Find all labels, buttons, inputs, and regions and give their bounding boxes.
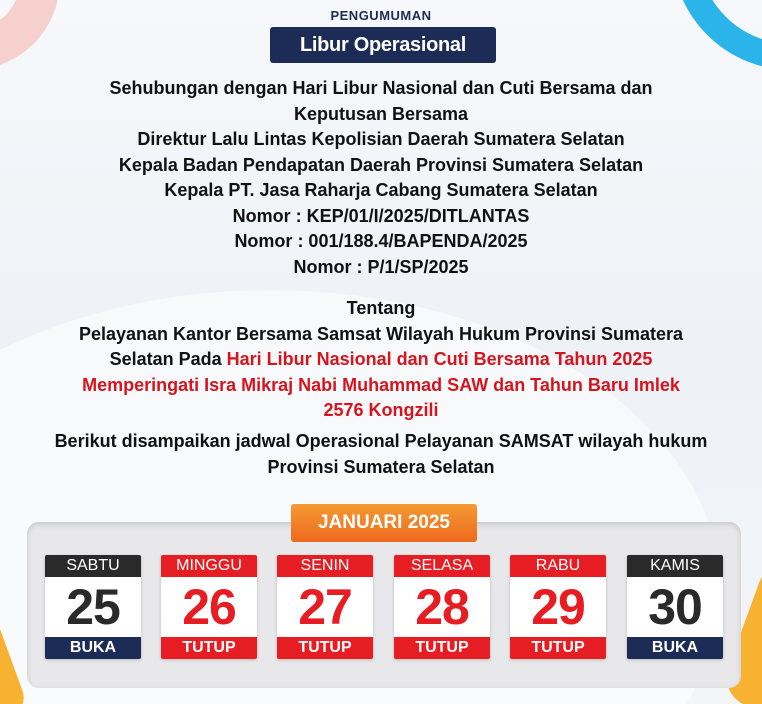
intro-line: Sehubungan dengan Hari Libur Nasional dan Cuti Bersama dan [109, 78, 653, 98]
holiday-highlight: Hari Libur Nasional dan Cuti Bersama Tahun 2025 [226, 349, 653, 369]
closing-line: Provinsi Sumatera Selatan [267, 456, 495, 477]
day-status: TUTUP [161, 637, 257, 659]
day-status: TUTUP [510, 637, 606, 659]
day-name: SENIN [277, 555, 373, 577]
month-year: 2025 [407, 512, 450, 533]
intro-block [20, 76, 742, 280]
day-date: 29 [531, 579, 585, 635]
day-status: BUKA [45, 637, 141, 659]
day-card-senin [277, 555, 373, 659]
day-date: 27 [298, 579, 352, 635]
day-status: BUKA [627, 637, 723, 659]
day-name: RABU [510, 555, 606, 577]
day-card-minggu [161, 555, 257, 659]
day-date: 25 [66, 579, 120, 635]
day-name: MINGGU [161, 555, 257, 577]
subject-block [20, 296, 742, 424]
day-card-rabu [510, 555, 606, 659]
month-badge [291, 504, 477, 542]
subject-text: Selatan Pada [109, 349, 227, 369]
day-date: 30 [648, 579, 702, 635]
holiday-highlight: 2576 Kongzili [323, 400, 439, 420]
intro-line: Kepala Badan Pendapatan Daerah Provinsi Sumatera Selatan [118, 154, 644, 175]
day-date: 26 [182, 579, 236, 635]
day-card-kamis [627, 555, 723, 659]
day-card-selasa [394, 555, 490, 659]
announcement-label: PENGUMUMAN [330, 8, 432, 23]
intro-line: Kepala PT. Jasa Raharja Cabang Sumatera Selatan [164, 180, 598, 200]
decree-number: Nomor : P/1/SP/2025 [293, 256, 469, 277]
day-name: KAMIS [627, 555, 723, 577]
closing-block [20, 429, 742, 480]
day-name: SELASA [394, 555, 490, 577]
day-name: SABTU [45, 555, 141, 577]
day-status: TUTUP [394, 637, 490, 659]
subject-line [20, 347, 742, 373]
day-card-sabtu [45, 555, 141, 659]
decree-number: Nomor : KEP/01/I/2025/DITLANTAS [232, 205, 530, 226]
subject-heading: Tentang [346, 298, 416, 318]
decree-number: Nomor : 001/188.4/BAPENDA/2025 [234, 231, 528, 251]
day-date: 28 [415, 579, 469, 635]
intro-line: Keputusan Bersama [293, 103, 469, 124]
holiday-highlight: Memperingati Isra Mikraj Nabi Muhammad SAW dan Tahun Baru Imlek [82, 374, 680, 395]
title-banner: Libur Operasional [270, 27, 496, 63]
intro-line: Direktur Lalu Lintas Kepolisian Daerah Sumatera Selatan [137, 129, 625, 149]
closing-line: Berikut disampaikan jadwal Operasional Pelayanan SAMSAT wilayah hukum [54, 431, 708, 451]
day-status: TUTUP [277, 637, 373, 659]
subject-line: Pelayanan Kantor Bersama Samsat Wilayah Hukum Provinsi Sumatera [78, 323, 684, 344]
month-name: JANUARI [317, 512, 403, 533]
